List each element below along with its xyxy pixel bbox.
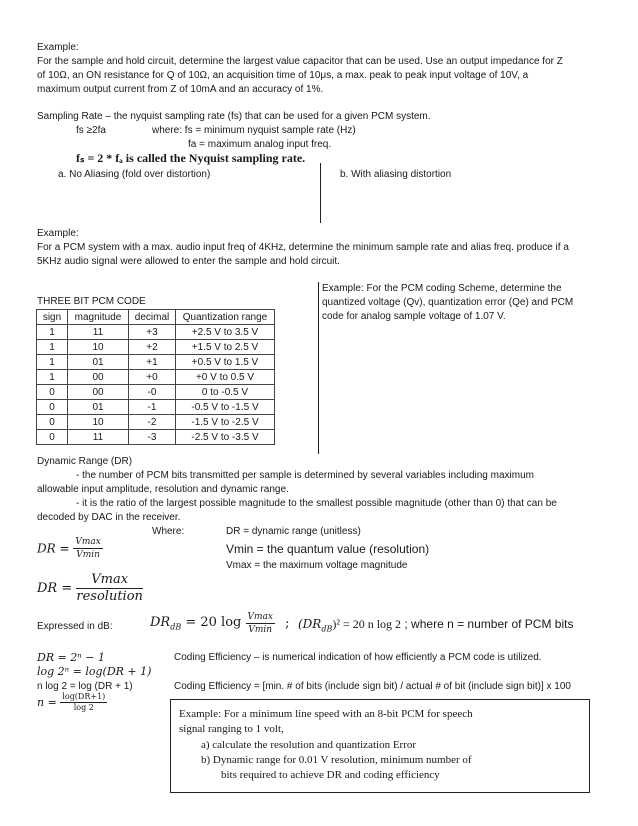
- no-aliasing-item: a. No Aliasing (fold over distortion): [58, 169, 211, 180]
- db2-note: ; where n = number of PCM bits: [404, 617, 574, 631]
- numerator: Vmax: [75, 537, 101, 547]
- coding-efficiency-definition: Coding Efficiency – is numerical indication of how efficiently a PCM code is utilized.: [174, 652, 542, 663]
- pcm-table-title: THREE BIT PCM CODE: [37, 296, 146, 307]
- example-4-line-1: Example: For a minimum line speed with an 8-bit PCM for speech: [179, 708, 473, 720]
- cell: -3: [129, 430, 176, 445]
- cell: +2.5 V to 3.5 V: [176, 325, 275, 340]
- eq-n-fraction: [37, 692, 107, 713]
- formula-lhs: DR =: [37, 581, 73, 596]
- table-row: [37, 325, 275, 340]
- db-semicolon: ;: [285, 616, 290, 631]
- cell: -1: [129, 400, 176, 415]
- example-3-line-2: quantized voltage (Qv), quantization error (Qe) and PCM: [322, 297, 574, 308]
- table-row: [37, 370, 275, 385]
- cell: 00: [68, 370, 129, 385]
- example-2-line-2: 5KHz audio signal were allowed to enter the sample and hold circuit.: [37, 256, 340, 267]
- eq-dr-2n: DR = 2ⁿ − 1: [37, 651, 105, 664]
- cell: +1: [129, 355, 176, 370]
- example-3-line-1: Example: For the PCM coding Scheme, determine the: [322, 283, 562, 294]
- numerator: log(DR+1): [62, 692, 106, 701]
- formula-dr-resolution: [37, 572, 143, 605]
- cell: +0.5 V to 1.5 V: [176, 355, 275, 370]
- cell: 11: [68, 325, 129, 340]
- fraction: [76, 572, 143, 605]
- example-3-line-3: code for analog sample voltage of 1.07 V.: [322, 311, 506, 322]
- cell: -1.5 V to -2.5 V: [176, 415, 275, 430]
- cell: -2: [129, 415, 176, 430]
- header-decimal: decimal: [129, 310, 176, 325]
- column-divider-top: [320, 163, 321, 223]
- example-2-heading: Example:: [37, 228, 79, 239]
- table-row: [37, 340, 275, 355]
- example-1-line-2: of 10Ω, an ON resistance for Q of 10Ω, an acquisition time of 10μs, a max. peak to peak input voltage of 10V, a: [37, 70, 529, 81]
- table-row: [37, 415, 275, 430]
- table-row: [37, 430, 275, 445]
- fraction: [73, 536, 102, 561]
- example-4-item-b: b) Dynamic range for 0.01 V resolution, minimum number of: [201, 754, 472, 766]
- cell: +0 V to 0.5 V: [176, 370, 275, 385]
- cell: -0: [129, 385, 176, 400]
- example-1-line-3: maximum output current from Z of 10mA and an accuracy of 1%.: [37, 84, 324, 95]
- cell: 0: [37, 430, 68, 445]
- cell: -2.5 V to -3.5 V: [176, 430, 275, 445]
- where-fs: where: fs = minimum nyquist sample rate (Hz): [152, 125, 356, 136]
- aliasing-item: b. With aliasing distortion: [340, 169, 452, 180]
- db2-subscript: dB: [321, 624, 333, 634]
- cell: 1: [37, 355, 68, 370]
- sampling-rate-title: Sampling Rate – the nyquist sampling rate (fs) that can be used for a given PCM system.: [37, 111, 431, 122]
- formula-dr-db-squared: [298, 617, 573, 633]
- eq-log-2n: log 2ⁿ = log(DR + 1): [37, 665, 152, 678]
- cell: 01: [68, 355, 129, 370]
- cell: 01: [68, 400, 129, 415]
- header-quantization-range: Quantization range: [176, 310, 275, 325]
- dynamic-range-title: Dynamic Range (DR): [37, 456, 133, 467]
- formula-dr-db: [150, 611, 290, 636]
- cell: 0 to -0.5 V: [176, 385, 275, 400]
- example-4-item-b-cont: bits required to achieve DR and coding efficiency: [221, 769, 440, 781]
- pcm-code-table: [36, 309, 275, 445]
- table-row: [37, 400, 275, 415]
- denominator: Vmin: [76, 550, 100, 560]
- numerator: Vmax: [76, 572, 143, 589]
- coding-efficiency-formula: Coding Efficiency = [min. # of bits (include sign bit) / actual # of bit (include sign bit)] x 100: [174, 681, 571, 692]
- cell: +3: [129, 325, 176, 340]
- cell: 1: [37, 370, 68, 385]
- cell: 00: [68, 385, 129, 400]
- example-4-box: [170, 699, 590, 793]
- formula-dr-vmin: [37, 536, 103, 561]
- db-eq: = 20 log: [185, 615, 242, 631]
- where-label: Where:: [152, 526, 185, 537]
- dr-para-1b: allowable input amplitude, resolution and dynamic range.: [37, 484, 289, 495]
- dr-para-1a: - the number of PCM bits transmitted per sample is determined by several variables including maximum: [76, 470, 534, 481]
- eq4-lhs: n =: [37, 696, 57, 709]
- fraction: [60, 692, 107, 713]
- def-dr: DR = dynamic range (unitless): [226, 526, 361, 537]
- table-row: [37, 355, 275, 370]
- where-fa: fa = maximum analog input freq.: [188, 139, 332, 150]
- numerator: Vmax: [247, 612, 273, 622]
- cell: 10: [68, 340, 129, 355]
- cell: 10: [68, 415, 129, 430]
- example-1-line-1: For the sample and hold circuit, determine the largest value capacitor that can be used. Use an output impedance for Z: [37, 56, 563, 67]
- nyquist-statement: fₛ = 2 * fₐ is called the Nyquist sampling rate.: [76, 151, 306, 165]
- column-divider-middle: [318, 282, 319, 454]
- example-2-line-1: For a PCM system with a max. audio input freq of 4KHz, determine the minimum sample rate and alias freq. produce if a: [37, 242, 569, 253]
- table-row: [37, 385, 275, 400]
- eq-n-log-2: n log 2 = log (DR + 1): [37, 681, 133, 692]
- cell: -0.5 V to -1.5 V: [176, 400, 275, 415]
- fraction: [246, 611, 275, 636]
- db2-lhs: (DR: [298, 617, 322, 631]
- dr-para-2a: - it is the ratio of the largest possible magnitude to the smallest possible magnitude (other than 0) that can be: [76, 498, 557, 509]
- db-lhs: DR: [150, 615, 171, 631]
- header-magnitude: magnitude: [68, 310, 129, 325]
- cell: 0: [37, 385, 68, 400]
- cell: 0: [37, 415, 68, 430]
- cell: +0: [129, 370, 176, 385]
- formula-lhs: DR =: [37, 541, 70, 556]
- cell: 1: [37, 325, 68, 340]
- fs-rule: fs ≥2fa: [76, 125, 106, 136]
- denominator: log 2: [73, 703, 94, 712]
- cell: +2: [129, 340, 176, 355]
- db-subscript: dB: [170, 622, 182, 632]
- cell: 0: [37, 400, 68, 415]
- example-1-heading: Example:: [37, 42, 79, 53]
- cell: +1.5 V to 2.5 V: [176, 340, 275, 355]
- example-4-item-a: a) calculate the resolution and quantization Error: [201, 739, 417, 751]
- cell: 1: [37, 340, 68, 355]
- table-header-row: [37, 310, 275, 325]
- example-4-line-2: signal ranging to 1 volt,: [179, 723, 284, 735]
- expressed-in-db-label: Expressed in dB:: [37, 621, 113, 632]
- def-vmax: Vmax = the maximum voltage magnitude: [226, 560, 408, 571]
- header-sign: sign: [37, 310, 68, 325]
- dr-para-2b: decoded by DAC in the receiver.: [37, 512, 181, 523]
- db2-rhs: )² = 20 n log 2: [332, 617, 402, 631]
- denominator: Vmin: [248, 625, 273, 635]
- def-vmin: Vmin = the quantum value (resolution): [226, 542, 430, 556]
- cell: 11: [68, 430, 129, 445]
- denominator: resolution: [76, 589, 143, 604]
